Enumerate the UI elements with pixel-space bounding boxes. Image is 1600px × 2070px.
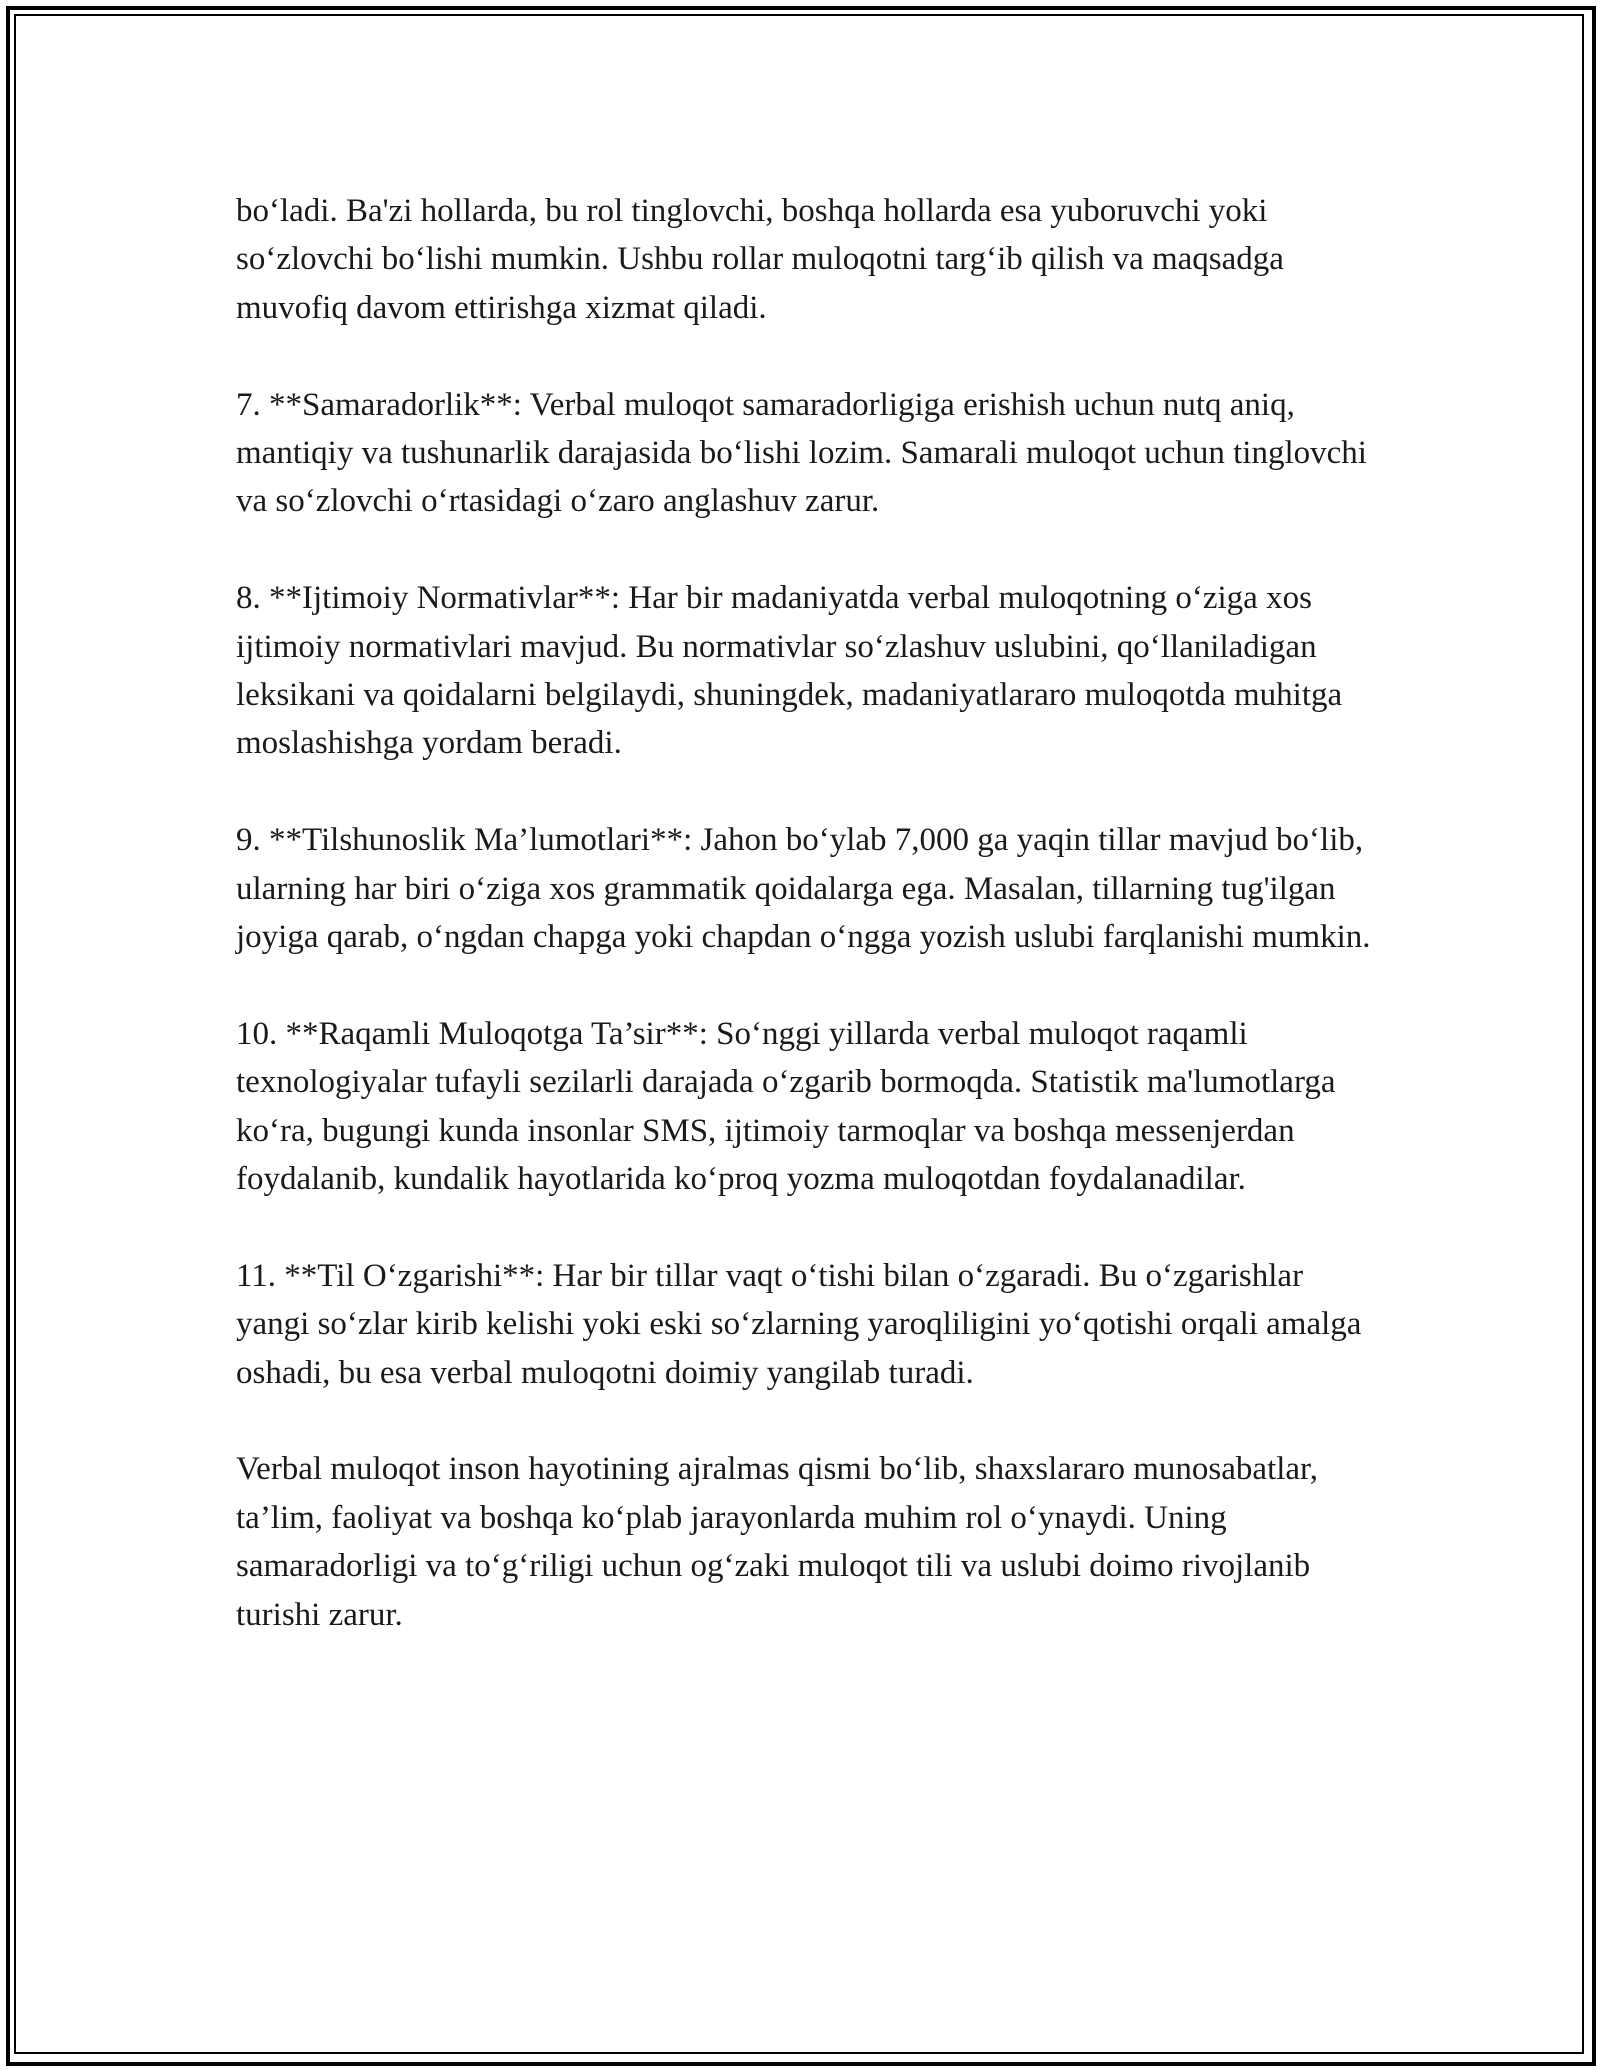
paragraph-continuation: bo‘ladi. Ba'zi hollarda, bu rol tinglovchi, boshqa hollarda esa yuboruvchi yoki so‘zlovchi bo‘lishi mumkin. Ushbu rollar muloqotni targ‘ib qilish va maqsadga muvofiq davom ettirishga xizmat qiladi. (236, 193, 1284, 326)
paragraph-conclusion: Verbal muloqot inson hayotining ajralmas qismi bo‘lib, shaxslararo munosabatlar, ta’lim, faoliyat va boshqa ko‘plab jarayonlarda muhim rol o‘ynaydi. Uning samaradorligi va to‘g‘riligi uchun og‘zaki muloqot tili va uslubi doimo rivojlanib turishi zarur. (236, 1451, 1318, 1633)
paragraph-item-8: 8. **Ijtimoiy Normativlar**: Har bir madaniyatda verbal muloqotning o‘ziga xos ijtimoiy normativlari mavjud. Bu normativlar so‘zlashuv uslubini, qo‘llaniladigan leksikani va qoidalarni belgilaydi, shuningdek, madaniyatlararo muloqotda muhitga moslashishga yordam beradi. (236, 580, 1343, 762)
paragraph-item-9: 9. **Tilshunoslik Ma’lumotlari**: Jahon bo‘ylab 7,000 ga yaqin tillar mavjud bo‘lib, ularning har biri o‘ziga xos grammatik qoidalarga ega. Masalan, tillarning tug'ilgan joyiga qarab, o‘ngdan chapga yoki chapdan o‘ngga yozish uslubi farqlanishi mumkin. (236, 822, 1371, 956)
paragraph-item-10: 10. **Raqamli Muloqotga Ta’sir**: So‘nggi yillarda verbal muloqot raqamli texnologiyalar tufayli sezilarli darajada o‘zgarib bormoqda. Statistik ma'lumotlarga ko‘ra, bugungi kunda insonlar SMS, ijtimoiy tarmoqlar va boshqa messenjerdan foydalanib, kundalik hayotlarida ko‘proq yozma muloqotdan foydalanadilar. (236, 1015, 1336, 1198)
document-body (236, 187, 1376, 1687)
paragraph-item-7: 7. **Samaradorlik**: Verbal muloqot samaradorligiga erishish uchun nutq aniq, mantiqiy va tushunarlik darajasida bo‘lishi lozim. Samarali muloqot uchun tinglovchi va so‘zlovchi o‘rtasidagi o‘zaro anglashuv zarur. (236, 386, 1367, 520)
paragraph-item-11: 11. **Til O‘zgarishi**: Har bir tillar vaqt o‘tishi bilan o‘zgaradi. Bu o‘zgarishlar yangi so‘zlar kirib kelishi yoki eski so‘zlarning yaroqliligini yo‘qotishi orqali amalga oshadi, bu esa verbal muloqotni doimiy yangilab turadi. (236, 1257, 1362, 1391)
